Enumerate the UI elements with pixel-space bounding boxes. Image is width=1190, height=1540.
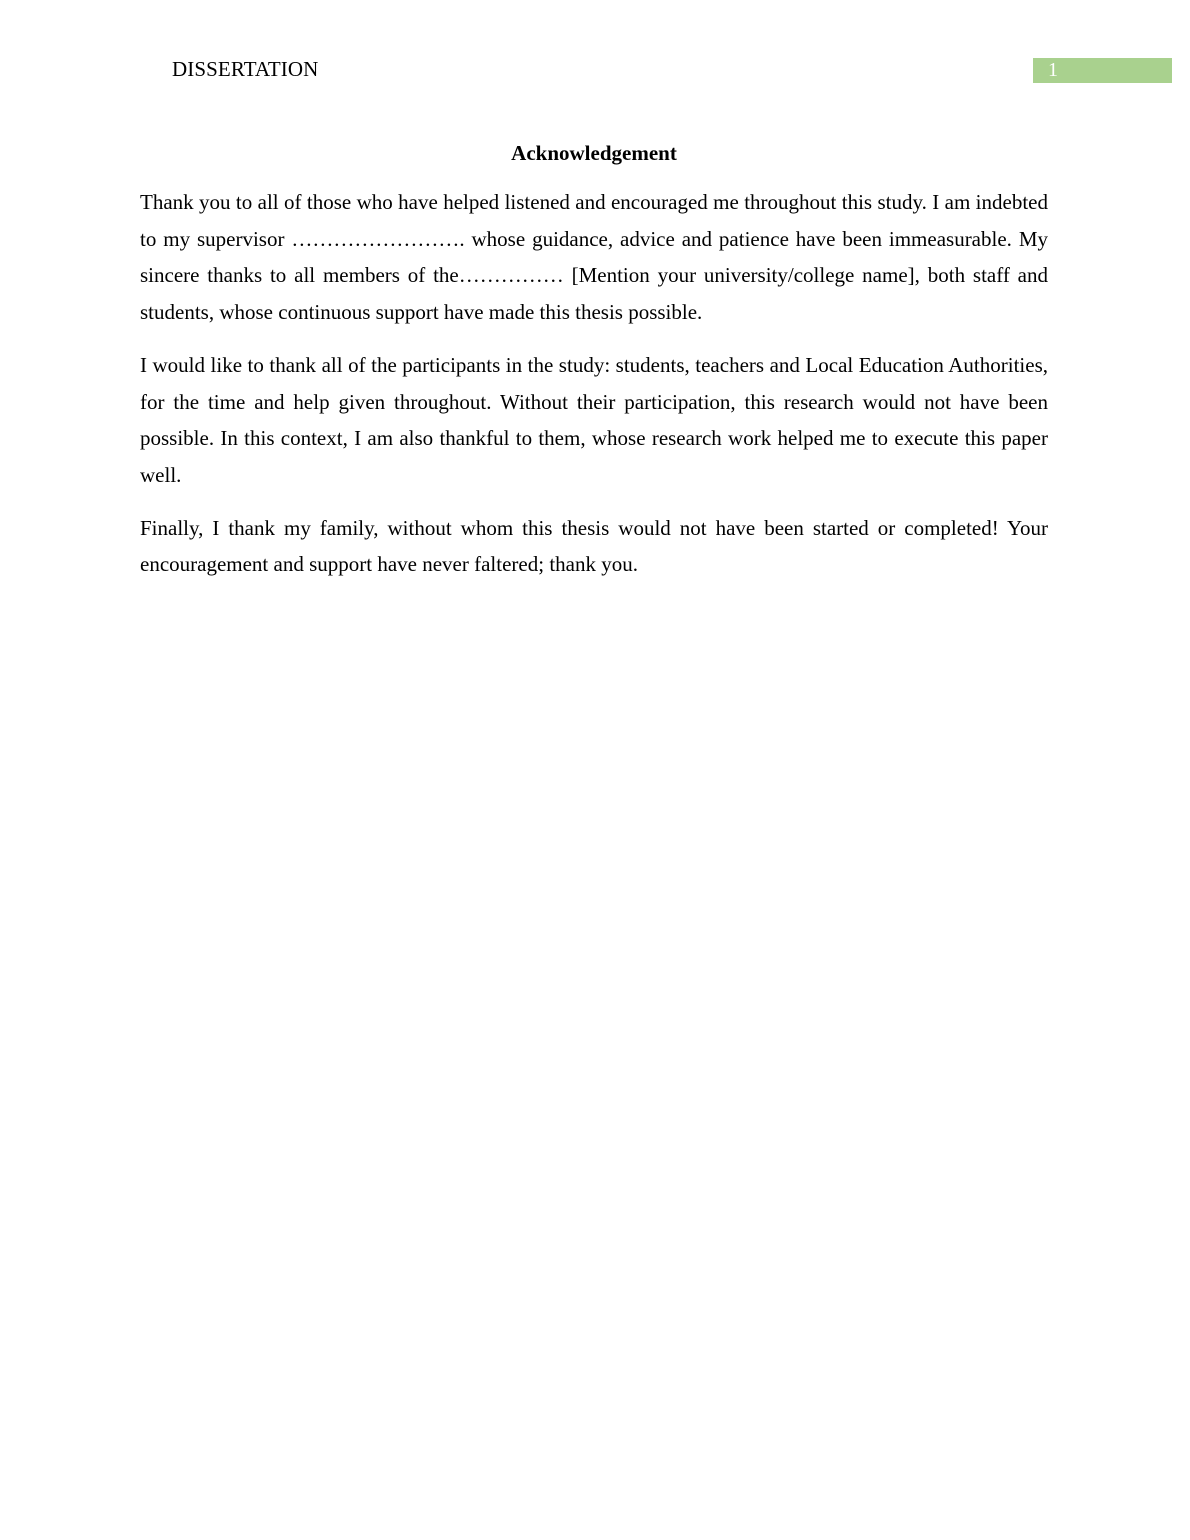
paragraph-2: I would like to thank all of the participants in the study: students, teachers and Local Education Authorities, for the time and help given throughout. Without their participation, this research would not have been possible. In this context, I am also thankful to them, whose research work helped me to execute this paper well. (140, 352, 1048, 487)
section-heading: Acknowledgement (511, 141, 677, 165)
page-number-bar (1033, 58, 1172, 83)
paragraph-1: Thank you to all of those who have helped listened and encouraged me throughout this study. I am indebted to my supervisor ……………………. whose guidance, advice and patience have been immeasurable. My sincere thanks to all members of the…………… [Mention your university/college name], both staff and students, whose continuous support have made this thesis possible. (140, 190, 1048, 325)
header-title: DISSERTATION (172, 57, 319, 81)
page-number: 1 (1048, 59, 1058, 81)
document-body (140, 138, 1048, 599)
paragraph-3: Finally, I thank my family, without whom this thesis would not have been started or completed! Your encouragement and support have never faltered; thank you. (140, 515, 1048, 577)
